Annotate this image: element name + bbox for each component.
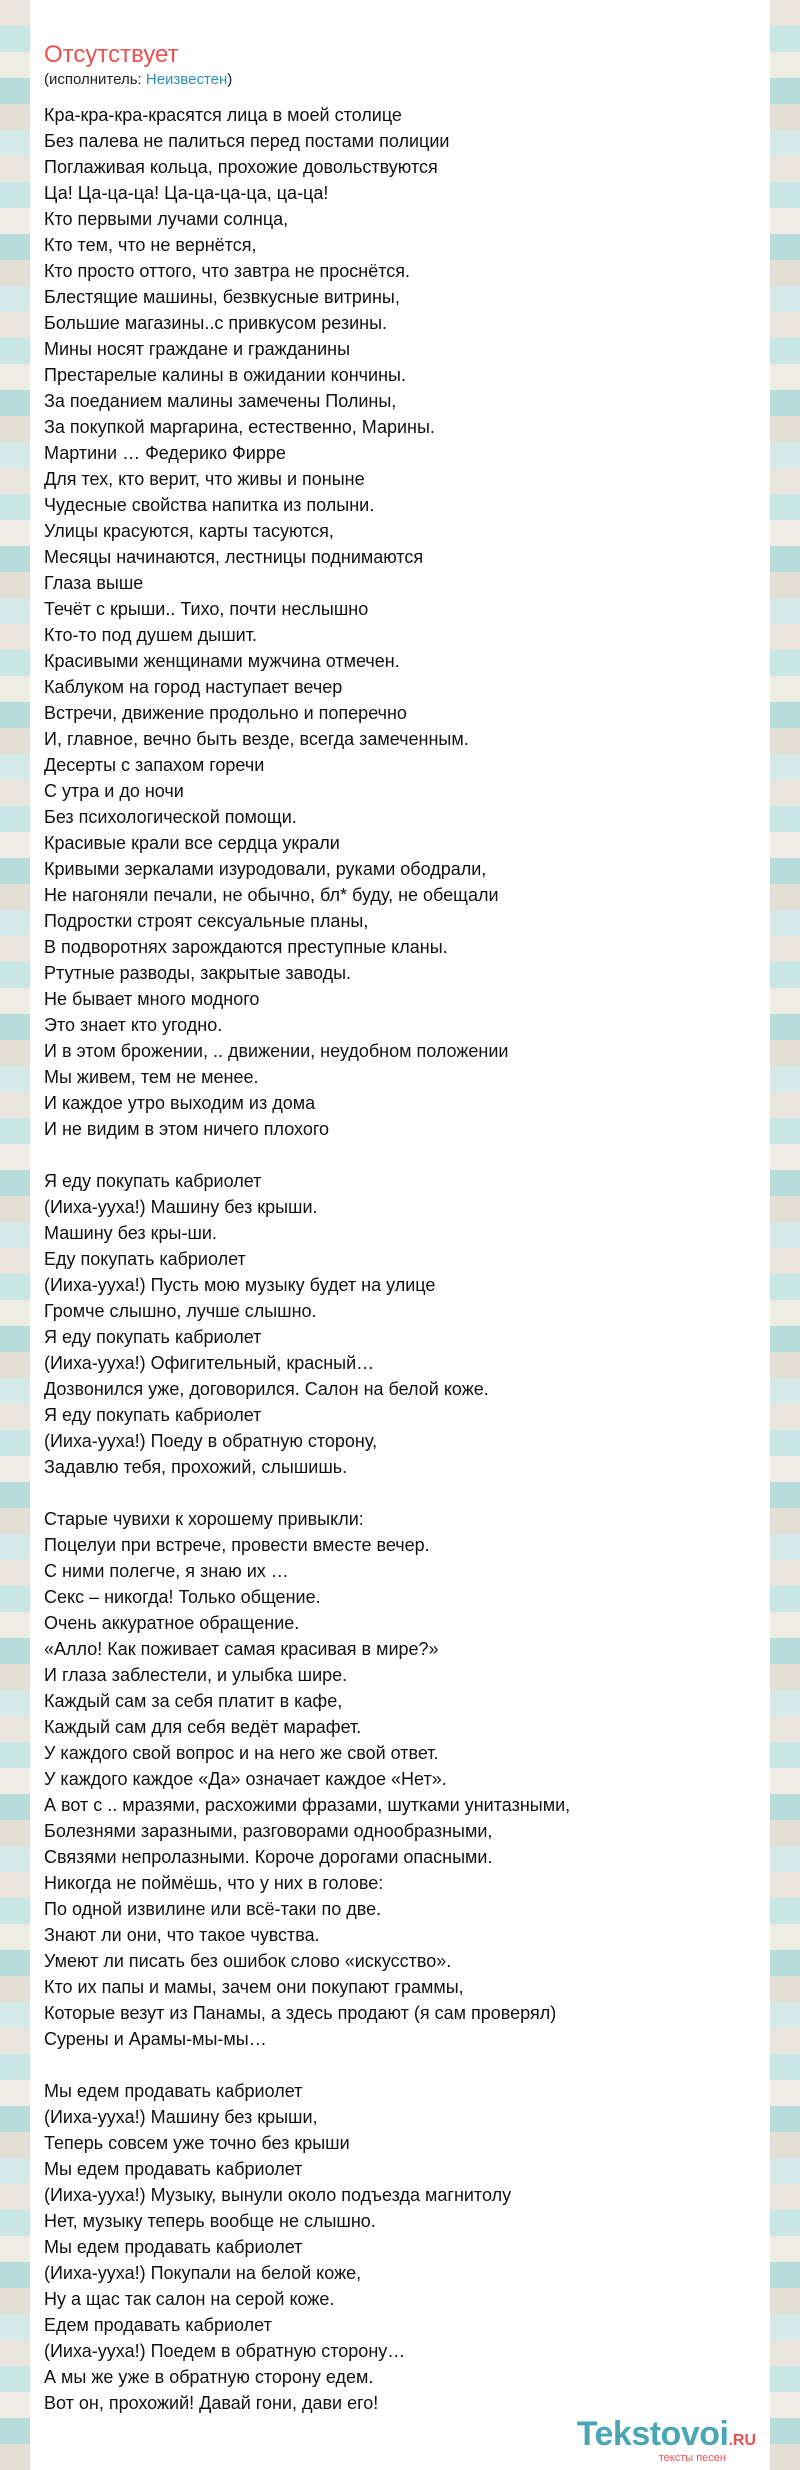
lyrics-line: Ну а щас так салон на серой коже. [44,2289,335,2309]
song-title: Отсутствует [44,41,179,68]
lyrics-line: С утра и до ночи [44,781,184,801]
lyrics-line: И в этом брожении, .. движении, неудобном положении [44,1041,509,1061]
lyrics-line: Старые чувихи к хорошему привыкли: [44,1509,364,1529]
lyrics-line: Кто просто оттого, что завтра не проснётся. [44,261,411,281]
lyrics-line: (Ииха-ууха!) Машину без крыши, [44,2107,318,2127]
logo-tagline: тексты песен [658,2452,726,2464]
lyrics-stanza-break [44,1142,756,1168]
lyrics-line: Знают ли они, что такое чувства. [44,1925,320,1945]
lyrics-line: И глаза заблестели, и улыбка шире. [44,1665,348,1685]
lyrics-stanza-break [44,1480,756,1506]
lyrics-line: Кто-то под душем дышит. [44,625,257,645]
lyrics-line: Кривыми зеркалами изуродовали, руками ободрали, [44,859,487,879]
lyrics-line: Ца! Ца-ца-ца! Ца-ца-ца-ца, ца-ца! [44,183,329,203]
lyrics-line: Без психологической помощи. [44,807,297,827]
lyrics-line: Мы едем продавать кабриолет [44,2081,303,2101]
lyrics-line: Красивыми женщинами мужчина отмечен. [44,651,400,671]
lyrics-line: Задавлю тебя, прохожий, слышишь. [44,1457,348,1477]
lyrics-line: Кто первыми лучами солнца, [44,209,289,229]
lyrics-line: Я еду покупать кабриолет [44,1171,262,1191]
lyrics-line: У каждого свой вопрос и на него же свой ответ. [44,1743,439,1763]
lyrics-line: Дозвонился уже, договорился. Салон на белой коже. [44,1379,489,1399]
lyrics-line: Глаза выше [44,573,144,593]
lyrics-body [44,102,756,2416]
lyrics-line: И каждое утро выходим из дома [44,1093,316,1113]
lyrics-line: (Ииха-ууха!) Покупали на белой коже, [44,2263,362,2283]
logo-brand: Tekstovoi [576,2415,729,2453]
lyrics-line: Без палева не палиться перед постами полиции [44,131,450,151]
lyrics-line: Мартини … Федерико Фирре [44,443,286,463]
lyrics-line: Сурены и Арамы-мы-мы… [44,2029,267,2049]
lyrics-line: За покупкой маргарина, естественно, Марины. [44,417,435,437]
lyrics-line: Престарелые калины в ожидании кончины. [44,365,406,385]
lyrics-line: В подворотнях зарождаются преступные кланы. [44,937,448,957]
lyrics-line: Умеют ли писать без ошибок слово «искусство». [44,1951,452,1971]
lyrics-line: Громче слышно, лучше слышно. [44,1301,317,1321]
lyrics-line: Большие магазины..с привкусом резины. [44,313,388,333]
lyrics-line: Десерты с запахом горечи [44,755,265,775]
lyrics-line: Не нагоняли печали, не обычно, бл* буду, не обещали [44,885,499,905]
lyrics-line: Мы живем, тем не менее. [44,1067,259,1087]
lyrics-line: Очень аккуратное обращение. [44,1613,300,1633]
content-panel [30,0,770,2470]
lyrics-line: Которые везут из Панамы, а здесь продают (я сам проверял) [44,2003,557,2023]
lyrics-line: Кто их папы и мамы, зачем они покупают граммы, [44,1977,464,1997]
lyrics-stanza-break [44,2052,756,2078]
lyrics-line: Подростки строят сексуальные планы, [44,911,369,931]
lyrics-line: Я еду покупать кабриолет [44,1405,262,1425]
lyrics-line: Не бывает много модного [44,989,260,1009]
lyrics-line: Это знает кто угодно. [44,1015,223,1035]
lyrics-line: Вот он, прохожий! Давай гони, дави его! [44,2393,379,2413]
lyrics-line: (Ииха-ууха!) Поеду в обратную сторону, [44,1431,378,1451]
artist-prefix: (исполнитель: [44,71,146,88]
lyrics-line: И, главное, вечно быть везде, всегда замеченным. [44,729,469,749]
lyrics-line: Мы едем продавать кабриолет [44,2237,303,2257]
site-logo[interactable] [577,2416,756,2464]
lyrics-line: Каблуком на город наступает вечер [44,677,343,697]
lyrics-line: Для тех, кто верит, что живы и поныне [44,469,365,489]
lyrics-line: Болезнями заразными, разговорами однообразными, [44,1821,493,1841]
song-artist-line [44,70,756,90]
lyrics-line: Месяцы начинаются, лестницы поднимаются [44,547,424,567]
lyrics-line: Секс – никогда! Только общение. [44,1587,321,1607]
lyrics-line: Поглаживая кольца, прохожие довольствуются [44,157,438,177]
lyrics-line: Мы едем продавать кабриолет [44,2159,303,2179]
artist-link[interactable]: Неизвестен [145,71,228,88]
lyrics-line: Кра-кра-кра-красятся лица в моей столице [44,105,402,125]
lyrics-line: Еду покупать кабриолет [44,1249,246,1269]
lyrics-line: Чудесные свойства напитка из полыни. [44,495,375,515]
lyrics-line: Красивые крали все сердца украли [44,833,340,853]
lyrics-line: Каждый сам для себя ведёт марафет. [44,1717,362,1737]
lyrics-line: (Ииха-ууха!) Музыку, вынули около подъезда магнитолу [44,2185,512,2205]
lyrics-line: А мы же уже в обратную сторону едем. [44,2367,374,2387]
lyrics-line: Улицы красуются, карты тасуются, [44,521,334,541]
lyrics-line: С ними полегче, я знаю их … [44,1561,289,1581]
lyrics-line: Едем продавать кабриолет [44,2315,272,2335]
lyrics-line: (Ииха-ууха!) Машину без крыши. [44,1197,318,1217]
lyrics-line: И не видим в этом ничего плохого [44,1119,330,1139]
lyrics-line: По одной извилине или всё-таки по две. [44,1899,382,1919]
lyrics-line: (Ииха-ууха!) Офигительный, красный… [44,1353,375,1373]
lyrics-line: (Ииха-ууха!) Пусть мою музыку будет на улице [44,1275,436,1295]
lyrics-line: У каждого каждое «Да» означает каждое «Нет». [44,1769,447,1789]
lyrics-line: (Ииха-ууха!) Поедем в обратную сторону… [44,2341,406,2361]
lyrics-line: Связями непролазными. Короче дорогами опасными. [44,1847,493,1867]
lyrics-line: Ртутные разводы, закрытые заводы. [44,963,352,983]
logo-tld: .RU [728,2432,756,2449]
lyrics-line: Кто тем, что не вернётся, [44,235,257,255]
lyrics-line: «Алло! Как поживает самая красивая в мире?» [44,1639,439,1659]
lyrics-line: Нет, музыку теперь вообще не слышно. [44,2211,376,2231]
lyrics-line: А вот с .. мразями, расхожими фразами, шутками унитазными, [44,1795,571,1815]
lyrics-line: Никогда не поймёшь, что у них в голове: [44,1873,384,1893]
lyrics-line: Машину без кры-ши. [44,1223,217,1243]
lyrics-line: Течёт с крыши.. Тихо, почти неслышно [44,599,369,619]
lyrics-line: За поеданием малины замечены Полины, [44,391,397,411]
artist-suffix: ) [227,71,233,88]
lyrics-line: Поцелуи при встрече, провести вместе вечер. [44,1535,430,1555]
lyrics-line: Встречи, движение продольно и поперечно [44,703,407,723]
lyrics-line: Каждый сам за себя платит в кафе, [44,1691,343,1711]
lyrics-line: Мины носят граждане и гражданины [44,339,351,359]
lyrics-line: Я еду покупать кабриолет [44,1327,262,1347]
lyrics-line: Теперь совсем уже точно без крыши [44,2133,350,2153]
lyrics-line: Блестящие машины, безвкусные витрины, [44,287,400,307]
